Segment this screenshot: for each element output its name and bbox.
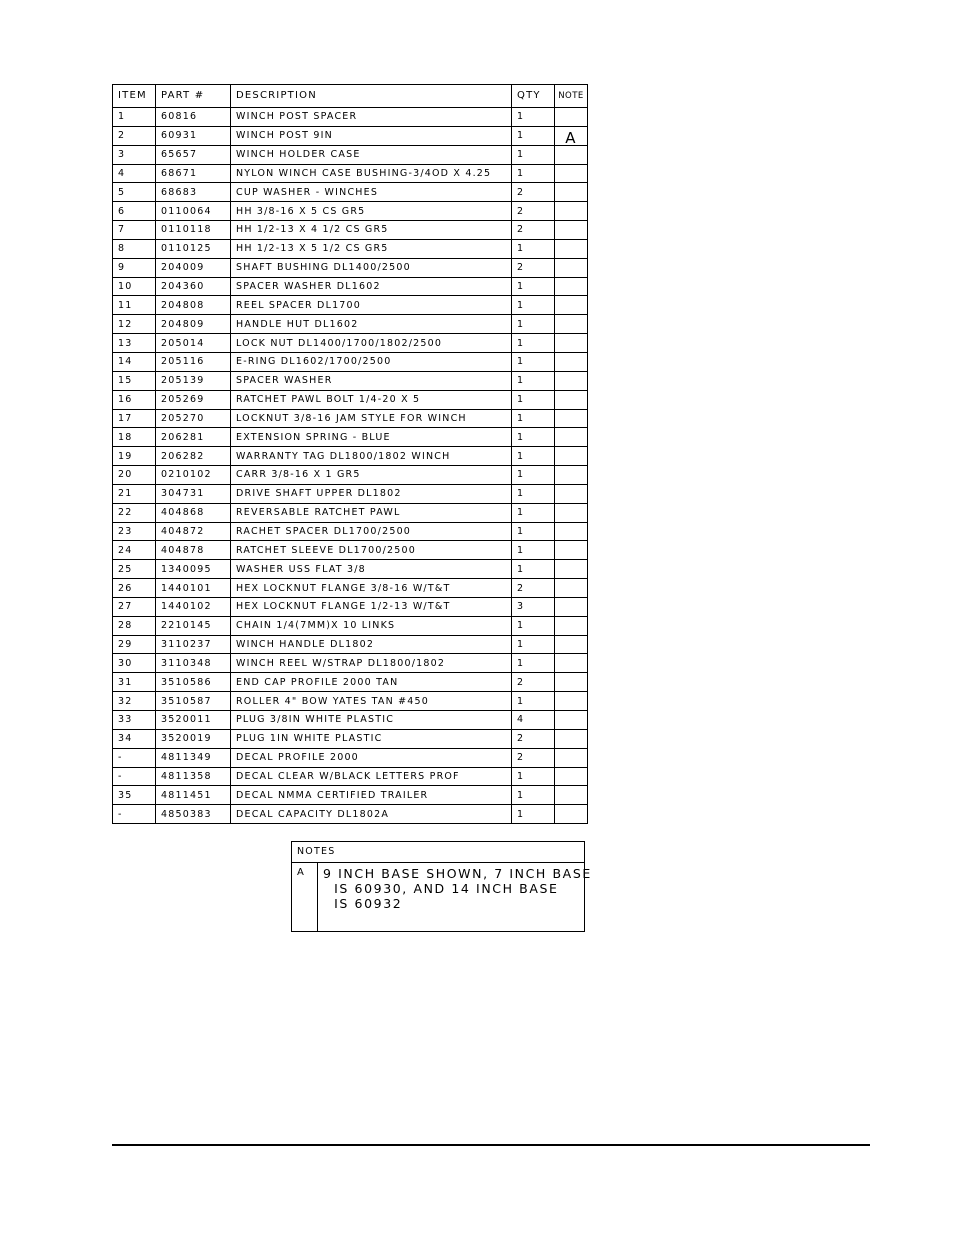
table-row bbox=[113, 767, 588, 786]
item-cell: 15 bbox=[113, 371, 156, 390]
part-number-cell: 4811349 bbox=[156, 748, 231, 767]
description-cell: WINCH HOLDER CASE bbox=[231, 145, 512, 164]
item-cell: 21 bbox=[113, 484, 156, 503]
table-row bbox=[113, 692, 588, 711]
description-cell: E-RING DL1602/1700/2500 bbox=[231, 352, 512, 371]
part-number-cell: 3110237 bbox=[156, 635, 231, 654]
item-cell: 7 bbox=[113, 221, 156, 240]
item-cell: 13 bbox=[113, 334, 156, 353]
qty-cell: 1 bbox=[512, 654, 555, 673]
description-cell: HH 3/8-16 X 5 CS GR5 bbox=[231, 202, 512, 221]
qty-column-header: QTY bbox=[512, 85, 555, 108]
part-number-cell: 204808 bbox=[156, 296, 231, 315]
item-cell: 30 bbox=[113, 654, 156, 673]
part-number-cell: 205014 bbox=[156, 334, 231, 353]
item-cell: 6 bbox=[113, 202, 156, 221]
note-cell bbox=[555, 409, 588, 428]
part-number-cell: 206281 bbox=[156, 428, 231, 447]
item-cell: 22 bbox=[113, 503, 156, 522]
note-cell bbox=[555, 560, 588, 579]
part-number-cell: 3510587 bbox=[156, 692, 231, 711]
description-cell: PLUG 1IN WHITE PLASTIC bbox=[231, 729, 512, 748]
table-row bbox=[113, 390, 588, 409]
note-cell bbox=[555, 202, 588, 221]
table-row bbox=[113, 428, 588, 447]
qty-cell: 1 bbox=[512, 315, 555, 334]
notes-header: NOTES bbox=[292, 842, 584, 863]
description-cell: LOCKNUT 3/8-16 JAM STYLE FOR WINCH bbox=[231, 409, 512, 428]
table-row bbox=[113, 315, 588, 334]
parts-table-body bbox=[113, 108, 588, 824]
table-row bbox=[113, 466, 588, 485]
part-number-column-header: PART # bbox=[156, 85, 231, 108]
item-cell: 11 bbox=[113, 296, 156, 315]
item-cell: 4 bbox=[113, 164, 156, 183]
qty-cell: 1 bbox=[512, 390, 555, 409]
note-cell bbox=[555, 315, 588, 334]
item-cell: 31 bbox=[113, 673, 156, 692]
part-number-cell: 68683 bbox=[156, 183, 231, 202]
part-number-cell: 205139 bbox=[156, 371, 231, 390]
part-number-cell: 0110125 bbox=[156, 239, 231, 258]
note-cell bbox=[555, 616, 588, 635]
description-cell: EXTENSION SPRING - BLUE bbox=[231, 428, 512, 447]
item-cell: 25 bbox=[113, 560, 156, 579]
qty-cell: 1 bbox=[512, 371, 555, 390]
item-cell: 3 bbox=[113, 145, 156, 164]
description-cell: WASHER USS FLAT 3/8 bbox=[231, 560, 512, 579]
table-row bbox=[113, 221, 588, 240]
qty-cell: 1 bbox=[512, 503, 555, 522]
table-row bbox=[113, 560, 588, 579]
table-row bbox=[113, 296, 588, 315]
item-cell: 32 bbox=[113, 692, 156, 711]
table-row bbox=[113, 503, 588, 522]
description-cell: END CAP PROFILE 2000 TAN bbox=[231, 673, 512, 692]
note-cell bbox=[555, 484, 588, 503]
description-cell: HH 1/2-13 X 5 1/2 CS GR5 bbox=[231, 239, 512, 258]
table-row bbox=[113, 635, 588, 654]
qty-cell: 1 bbox=[512, 805, 555, 824]
note-cell bbox=[555, 597, 588, 616]
part-number-cell: 206282 bbox=[156, 447, 231, 466]
description-cell: DECAL CAPACITY DL1802A bbox=[231, 805, 512, 824]
note-cell bbox=[555, 673, 588, 692]
part-number-cell: 2210145 bbox=[156, 616, 231, 635]
table-row bbox=[113, 183, 588, 202]
qty-cell: 1 bbox=[512, 239, 555, 258]
qty-cell: 2 bbox=[512, 729, 555, 748]
qty-cell: 4 bbox=[512, 711, 555, 730]
description-cell: WARRANTY TAG DL1800/1802 WINCH bbox=[231, 447, 512, 466]
item-cell: 16 bbox=[113, 390, 156, 409]
description-cell: CARR 3/8-16 X 1 GR5 bbox=[231, 466, 512, 485]
part-number-cell: 204809 bbox=[156, 315, 231, 334]
description-cell: HEX LOCKNUT FLANGE 1/2-13 W/T&T bbox=[231, 597, 512, 616]
note-cell bbox=[555, 428, 588, 447]
description-cell: DECAL PROFILE 2000 bbox=[231, 748, 512, 767]
part-number-cell: 1340095 bbox=[156, 560, 231, 579]
qty-cell: 1 bbox=[512, 296, 555, 315]
part-number-cell: 404878 bbox=[156, 541, 231, 560]
qty-cell: 2 bbox=[512, 748, 555, 767]
item-cell: 18 bbox=[113, 428, 156, 447]
note-cell bbox=[555, 277, 588, 296]
note-cell bbox=[555, 447, 588, 466]
table-row bbox=[113, 673, 588, 692]
note-cell bbox=[555, 466, 588, 485]
qty-cell: 1 bbox=[512, 484, 555, 503]
part-number-cell: 0210102 bbox=[156, 466, 231, 485]
table-row bbox=[113, 277, 588, 296]
note-cell bbox=[555, 183, 588, 202]
table-row bbox=[113, 258, 588, 277]
description-cell: DRIVE SHAFT UPPER DL1802 bbox=[231, 484, 512, 503]
note-cell bbox=[555, 390, 588, 409]
qty-cell: 1 bbox=[512, 352, 555, 371]
note-cell bbox=[555, 371, 588, 390]
part-number-cell: 205269 bbox=[156, 390, 231, 409]
note-cell bbox=[555, 692, 588, 711]
description-cell: SPACER WASHER bbox=[231, 371, 512, 390]
description-cell: DECAL CLEAR W/BLACK LETTERS PROF bbox=[231, 767, 512, 786]
note-cell bbox=[555, 786, 588, 805]
table-row bbox=[113, 597, 588, 616]
table-row bbox=[113, 352, 588, 371]
description-cell: RATCHET PAWL BOLT 1/4-20 X 5 bbox=[231, 390, 512, 409]
item-cell: 35 bbox=[113, 786, 156, 805]
part-number-cell: 3110348 bbox=[156, 654, 231, 673]
description-column-header: DESCRIPTION bbox=[231, 85, 512, 108]
note-cell bbox=[555, 522, 588, 541]
table-row bbox=[113, 729, 588, 748]
note-cell bbox=[555, 221, 588, 240]
item-cell: 2 bbox=[113, 126, 156, 145]
part-number-cell: 1440102 bbox=[156, 597, 231, 616]
note-cell: A bbox=[555, 126, 588, 145]
part-number-cell: 3510586 bbox=[156, 673, 231, 692]
part-number-cell: 4850383 bbox=[156, 805, 231, 824]
description-cell: SHAFT BUSHING DL1400/2500 bbox=[231, 258, 512, 277]
part-number-cell: 4811451 bbox=[156, 786, 231, 805]
part-number-cell: 205270 bbox=[156, 409, 231, 428]
table-row bbox=[113, 654, 588, 673]
item-cell: 12 bbox=[113, 315, 156, 334]
qty-cell: 1 bbox=[512, 466, 555, 485]
item-cell: 10 bbox=[113, 277, 156, 296]
table-row bbox=[113, 616, 588, 635]
note-cell bbox=[555, 352, 588, 371]
qty-cell: 1 bbox=[512, 409, 555, 428]
description-cell: REEL SPACER DL1700 bbox=[231, 296, 512, 315]
description-cell: CHAIN 1/4(7MM)X 10 LINKS bbox=[231, 616, 512, 635]
part-number-cell: 65657 bbox=[156, 145, 231, 164]
description-cell: CUP WASHER - WINCHES bbox=[231, 183, 512, 202]
description-cell: WINCH POST 9IN bbox=[231, 126, 512, 145]
table-row bbox=[113, 522, 588, 541]
table-row bbox=[113, 145, 588, 164]
table-row bbox=[113, 409, 588, 428]
item-cell: 28 bbox=[113, 616, 156, 635]
note-cell bbox=[555, 108, 588, 127]
item-cell: 29 bbox=[113, 635, 156, 654]
part-number-cell: 0110064 bbox=[156, 202, 231, 221]
qty-cell: 1 bbox=[512, 522, 555, 541]
table-row bbox=[113, 484, 588, 503]
qty-cell: 1 bbox=[512, 447, 555, 466]
qty-cell: 1 bbox=[512, 692, 555, 711]
table-row bbox=[113, 579, 588, 598]
item-cell: 19 bbox=[113, 447, 156, 466]
part-number-cell: 1440101 bbox=[156, 579, 231, 598]
table-row bbox=[113, 447, 588, 466]
part-number-cell: 304731 bbox=[156, 484, 231, 503]
description-cell: WINCH POST SPACER bbox=[231, 108, 512, 127]
part-number-cell: 3520011 bbox=[156, 711, 231, 730]
note-cell bbox=[555, 258, 588, 277]
item-cell: 26 bbox=[113, 579, 156, 598]
item-column-header: ITEM bbox=[113, 85, 156, 108]
note-cell bbox=[555, 334, 588, 353]
qty-cell: 1 bbox=[512, 277, 555, 296]
qty-cell: 1 bbox=[512, 541, 555, 560]
table-row bbox=[113, 164, 588, 183]
table-row bbox=[113, 202, 588, 221]
item-cell: 23 bbox=[113, 522, 156, 541]
item-cell: - bbox=[113, 767, 156, 786]
table-header-row bbox=[113, 85, 588, 108]
item-cell: 14 bbox=[113, 352, 156, 371]
table-row bbox=[113, 108, 588, 127]
note-cell bbox=[555, 635, 588, 654]
description-cell: REVERSABLE RATCHET PAWL bbox=[231, 503, 512, 522]
qty-cell: 2 bbox=[512, 183, 555, 202]
qty-cell: 1 bbox=[512, 145, 555, 164]
item-cell: - bbox=[113, 748, 156, 767]
note-cell bbox=[555, 541, 588, 560]
part-number-cell: 204009 bbox=[156, 258, 231, 277]
parts-table bbox=[112, 84, 588, 824]
description-cell: PLUG 3/8IN WHITE PLASTIC bbox=[231, 711, 512, 730]
qty-cell: 1 bbox=[512, 616, 555, 635]
item-cell: 20 bbox=[113, 466, 156, 485]
description-cell: NYLON WINCH CASE BUSHING-3/4OD X 4.25 bbox=[231, 164, 512, 183]
qty-cell: 1 bbox=[512, 108, 555, 127]
description-cell: HH 1/2-13 X 4 1/2 CS GR5 bbox=[231, 221, 512, 240]
qty-cell: 1 bbox=[512, 164, 555, 183]
item-cell: 17 bbox=[113, 409, 156, 428]
qty-cell: 3 bbox=[512, 597, 555, 616]
part-number-cell: 3520019 bbox=[156, 729, 231, 748]
item-cell: - bbox=[113, 805, 156, 824]
footer-divider bbox=[112, 1144, 870, 1146]
item-cell: 34 bbox=[113, 729, 156, 748]
part-number-cell: 4811358 bbox=[156, 767, 231, 786]
part-number-cell: 60931 bbox=[156, 126, 231, 145]
note-cell bbox=[555, 164, 588, 183]
note-column-header: NOTE bbox=[555, 85, 588, 108]
table-row bbox=[113, 786, 588, 805]
description-cell: LOCK NUT DL1400/1700/1802/2500 bbox=[231, 334, 512, 353]
qty-cell: 2 bbox=[512, 202, 555, 221]
note-cell bbox=[555, 503, 588, 522]
description-cell: WINCH REEL W/STRAP DL1800/1802 bbox=[231, 654, 512, 673]
qty-cell: 1 bbox=[512, 635, 555, 654]
table-row bbox=[113, 711, 588, 730]
qty-cell: 1 bbox=[512, 126, 555, 145]
item-cell: 24 bbox=[113, 541, 156, 560]
qty-cell: 2 bbox=[512, 221, 555, 240]
part-number-cell: 205116 bbox=[156, 352, 231, 371]
note-cell bbox=[555, 145, 588, 164]
note-cell bbox=[555, 654, 588, 673]
description-cell: SPACER WASHER DL1602 bbox=[231, 277, 512, 296]
table-row bbox=[113, 126, 588, 145]
note-cell bbox=[555, 729, 588, 748]
notes-box bbox=[291, 841, 592, 932]
item-cell: 8 bbox=[113, 239, 156, 258]
part-number-cell: 404868 bbox=[156, 503, 231, 522]
item-cell: 27 bbox=[113, 597, 156, 616]
qty-cell: 1 bbox=[512, 560, 555, 579]
qty-cell: 2 bbox=[512, 579, 555, 598]
description-cell: RATCHET SLEEVE DL1700/2500 bbox=[231, 541, 512, 560]
qty-cell: 2 bbox=[512, 673, 555, 692]
description-cell: HEX LOCKNUT FLANGE 3/8-16 W/T&T bbox=[231, 579, 512, 598]
note-cell bbox=[555, 296, 588, 315]
qty-cell: 1 bbox=[512, 767, 555, 786]
part-number-cell: 404872 bbox=[156, 522, 231, 541]
item-cell: 33 bbox=[113, 711, 156, 730]
note-cell bbox=[555, 748, 588, 767]
part-number-cell: 68671 bbox=[156, 164, 231, 183]
qty-cell: 1 bbox=[512, 786, 555, 805]
table-row bbox=[113, 748, 588, 767]
qty-cell: 2 bbox=[512, 258, 555, 277]
description-cell: DECAL NMMA CERTIFIED TRAILER bbox=[231, 786, 512, 805]
note-cell bbox=[555, 239, 588, 258]
note-cell bbox=[555, 579, 588, 598]
description-cell: ROLLER 4" BOW YATES TAN #450 bbox=[231, 692, 512, 711]
part-number-cell: 204360 bbox=[156, 277, 231, 296]
qty-cell: 1 bbox=[512, 428, 555, 447]
table-row bbox=[113, 334, 588, 353]
description-cell: HANDLE HUT DL1602 bbox=[231, 315, 512, 334]
item-cell: 9 bbox=[113, 258, 156, 277]
note-cell bbox=[555, 711, 588, 730]
part-number-cell: 60816 bbox=[156, 108, 231, 127]
table-row bbox=[113, 805, 588, 824]
table-row bbox=[113, 371, 588, 390]
note-cell bbox=[555, 805, 588, 824]
table-row bbox=[113, 541, 588, 560]
table-row bbox=[113, 239, 588, 258]
description-cell: WINCH HANDLE DL1802 bbox=[231, 635, 512, 654]
part-number-cell: 0110118 bbox=[156, 221, 231, 240]
note-letter: A bbox=[292, 863, 318, 932]
qty-cell: 1 bbox=[512, 334, 555, 353]
description-cell: RACHET SPACER DL1700/2500 bbox=[231, 522, 512, 541]
item-cell: 5 bbox=[113, 183, 156, 202]
note-cell bbox=[555, 767, 588, 786]
note-text: 9 INCH BASE SHOWN, 7 INCH BASE IS 60930, AND 14 INCH BASE IS 60932 bbox=[323, 866, 592, 911]
item-cell: 1 bbox=[113, 108, 156, 127]
